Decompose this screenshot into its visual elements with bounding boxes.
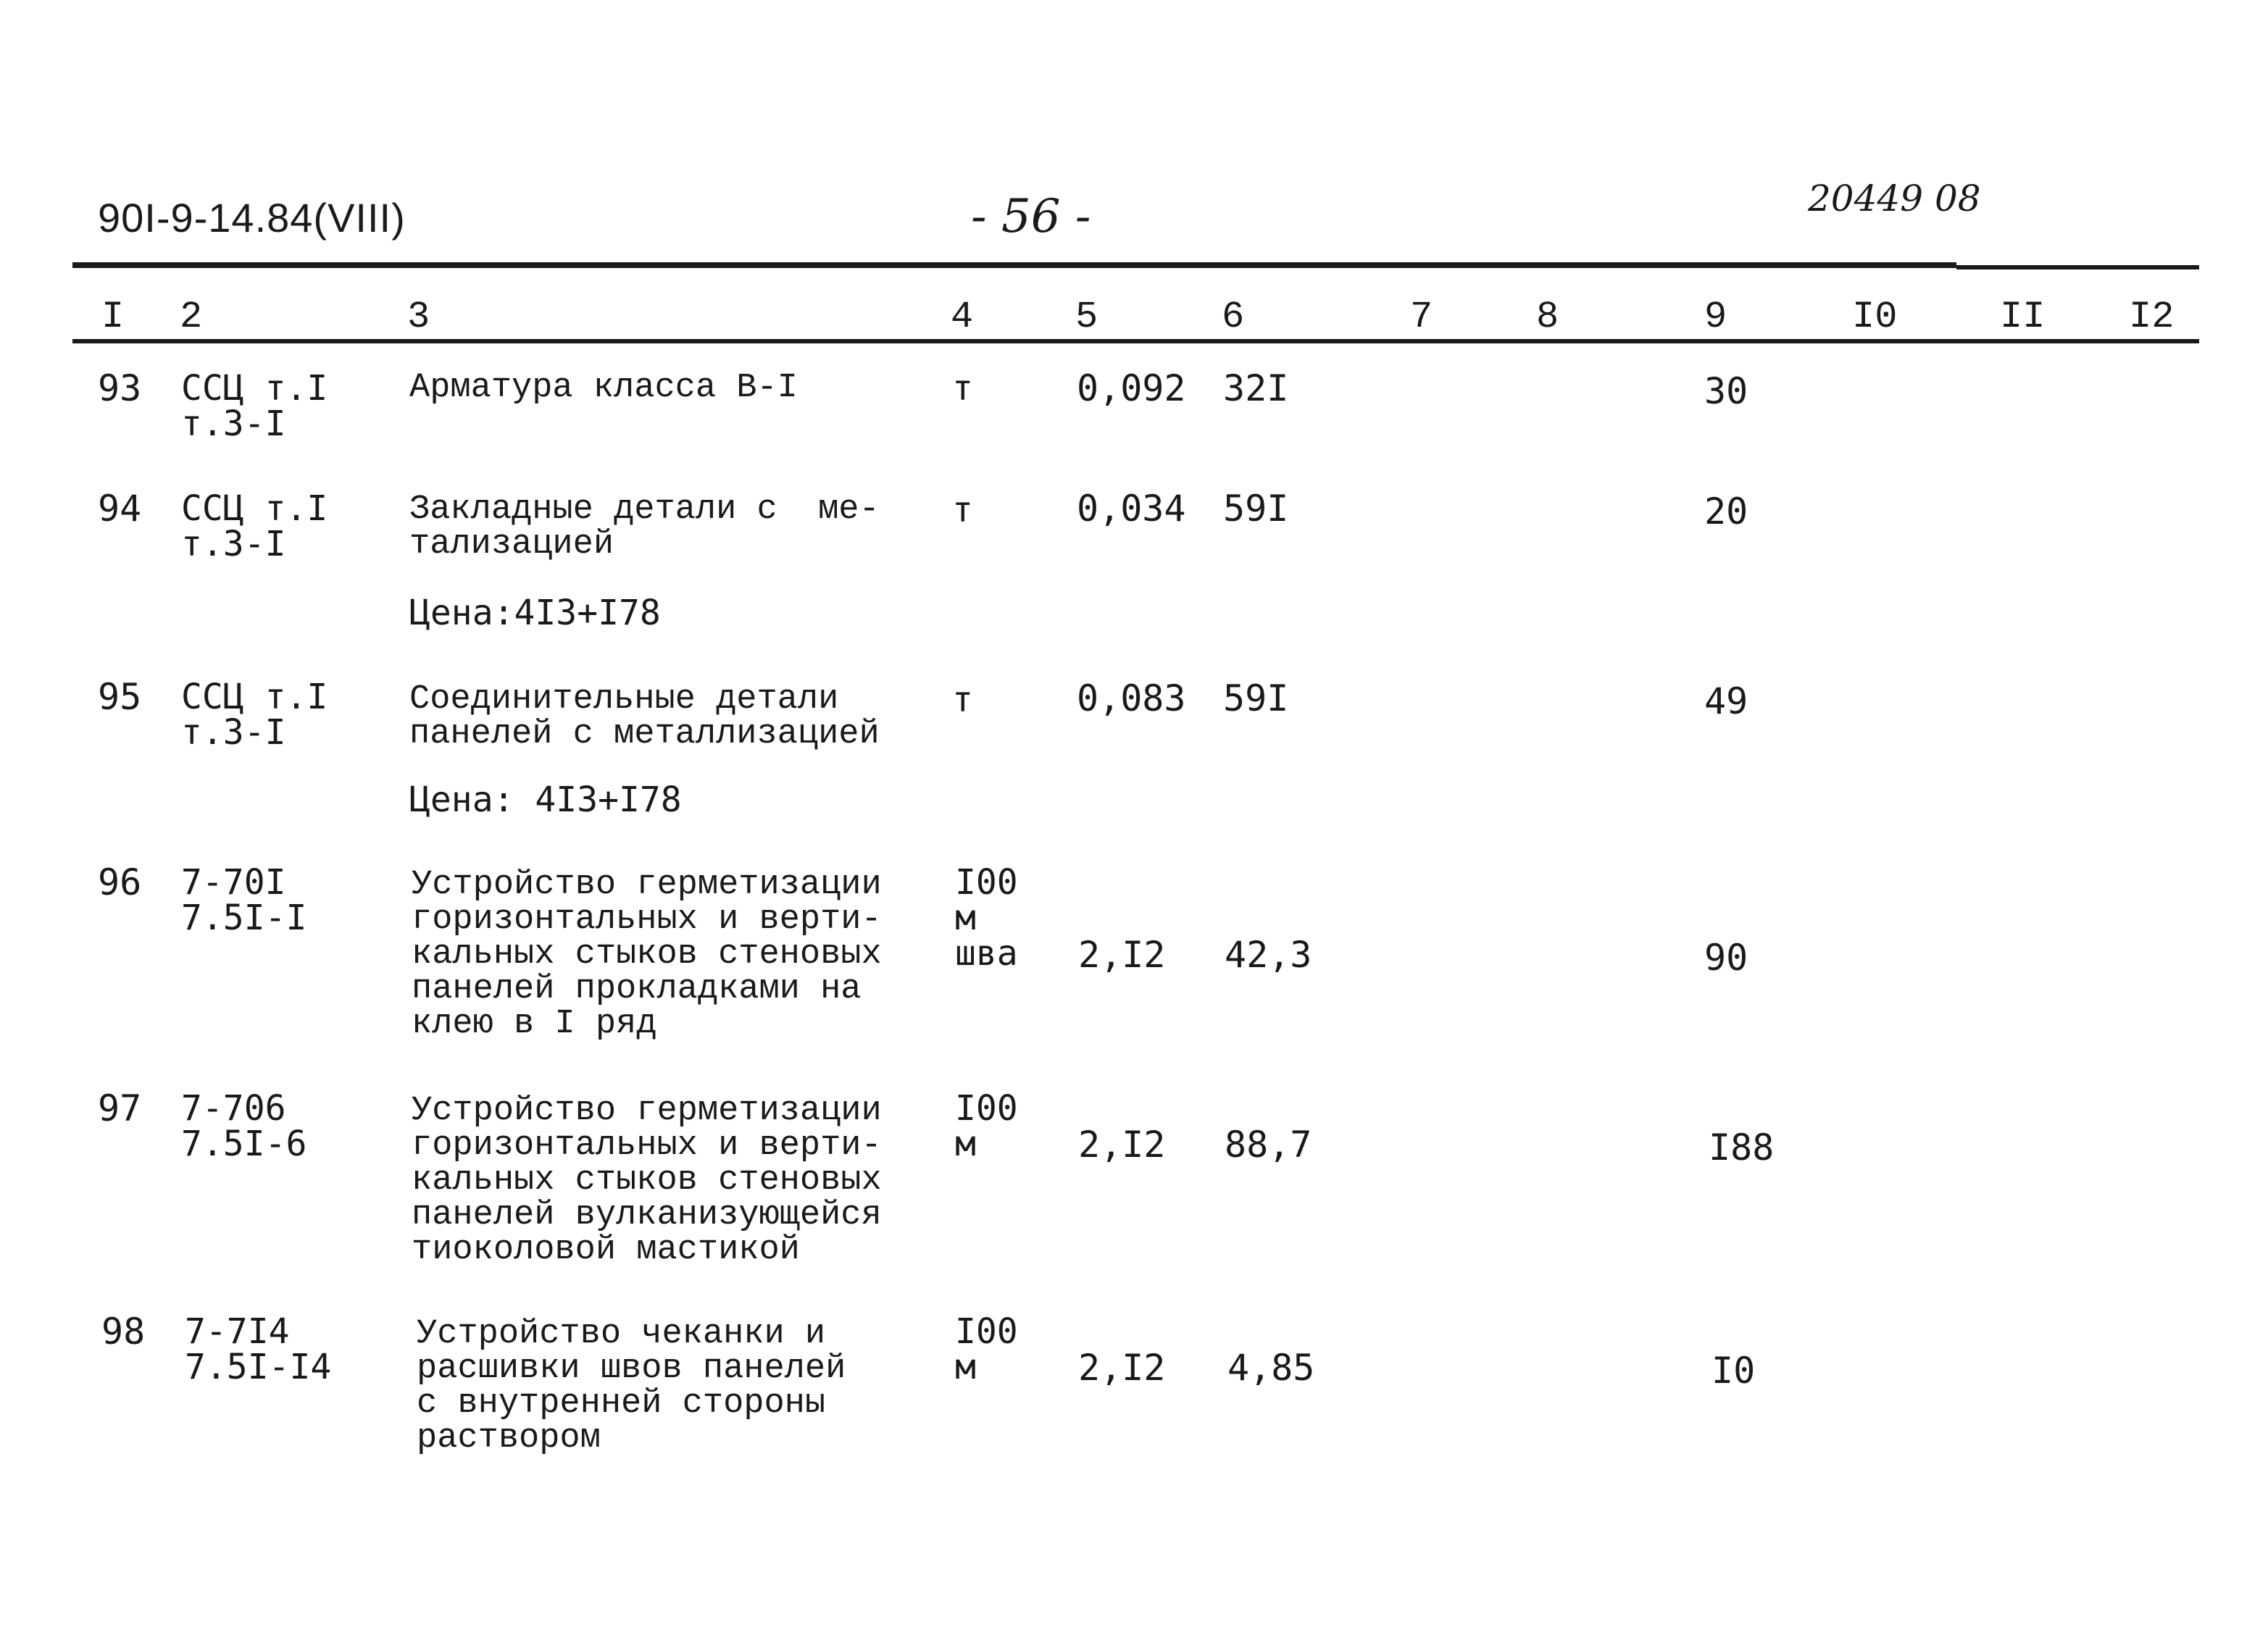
header-rule [72, 339, 2199, 343]
unit-price: 32I [1223, 367, 1289, 409]
row-number: 94 [98, 488, 142, 530]
column-number: I2 [2129, 296, 2175, 338]
price-reference: ССЦ т.I т.3-I [181, 677, 328, 753]
unit-price: 59I [1223, 677, 1289, 719]
work-description: Устройство герметизации горизонтальных и верти- кальных стыков стеновых панелей вулканизующейся тиоколовой мастикой [412, 1092, 882, 1269]
unit-price: 4,85 [1227, 1347, 1315, 1389]
row-number: 96 [98, 861, 142, 903]
price-note: Цена:4I3+I78 [409, 593, 661, 633]
quantity: 0,083 [1077, 677, 1186, 719]
top-rule-right [1956, 265, 2199, 269]
row-number: 93 [98, 367, 142, 409]
unit-price: 59I [1223, 488, 1289, 530]
price-reference: 7-706 7.5I-6 [181, 1088, 307, 1164]
unit-of-measure: I00 м [955, 1088, 1018, 1164]
unit-of-measure: I00 м [955, 1311, 1018, 1387]
price-reference: 7-70I 7.5I-I [181, 862, 307, 938]
quantity: 2,I2 [1078, 1347, 1166, 1389]
unit-price: 88,7 [1225, 1124, 1312, 1166]
row-number: 98 [101, 1311, 146, 1353]
column-number: II [2000, 296, 2046, 338]
column-9-value: I0 [1712, 1350, 1756, 1392]
price-note: Цена: 4I3+I78 [409, 779, 682, 820]
row-number: 95 [98, 676, 142, 718]
column-9-value: I88 [1709, 1127, 1775, 1169]
column-number: 5 [1075, 296, 1098, 338]
column-number: 9 [1704, 296, 1727, 338]
work-description: Устройство герметизации горизонтальных и верти- кальных стыков стеновых панелей прокладками на клею в I ряд [412, 866, 882, 1043]
work-description: Арматура класса В-I [409, 369, 798, 407]
unit-of-measure: т [952, 490, 973, 530]
work-description: Соединительные детали панелей с металлизацией [409, 680, 880, 753]
column-number: I0 [1852, 296, 1898, 338]
column-number: 4 [951, 296, 974, 338]
quantity: 0,034 [1077, 488, 1186, 530]
column-9-value: 30 [1704, 370, 1748, 412]
quantity: 2,I2 [1078, 1124, 1166, 1166]
column-9-value: 90 [1704, 937, 1748, 979]
price-reference: ССЦ т.I т.3-I [181, 368, 328, 444]
column-9-value: 49 [1704, 680, 1748, 722]
column-number: I [101, 296, 125, 338]
top-rule [72, 262, 1956, 268]
price-reference: ССЦ т.I т.3-I [181, 488, 328, 564]
quantity: 2,I2 [1078, 934, 1166, 976]
column-number: 8 [1536, 296, 1559, 338]
unit-price: 42,3 [1225, 934, 1312, 976]
unit-of-measure: т [952, 680, 973, 720]
column-number: 6 [1222, 296, 1245, 338]
document-code: 90I-9-14.84(VIII) [98, 195, 406, 241]
price-reference: 7-7I4 7.5I-I4 [185, 1311, 332, 1387]
unit-of-measure: т [952, 368, 973, 409]
archive-number: 20449 08 [1808, 177, 1981, 220]
column-number: 7 [1410, 296, 1433, 338]
column-number: 2 [180, 296, 203, 338]
quantity: 0,092 [1077, 367, 1186, 409]
work-description: Закладные детали с ме- тализацией [409, 490, 880, 564]
work-description: Устройство чеканки и расшивки швов панелей с внутренней стороны раствором [417, 1315, 846, 1458]
row-number: 97 [98, 1087, 142, 1129]
column-number: 3 [407, 296, 430, 338]
page-number: - 56 - [971, 190, 1091, 243]
column-9-value: 20 [1704, 490, 1748, 532]
unit-of-measure: I00 м шва [955, 862, 1018, 974]
